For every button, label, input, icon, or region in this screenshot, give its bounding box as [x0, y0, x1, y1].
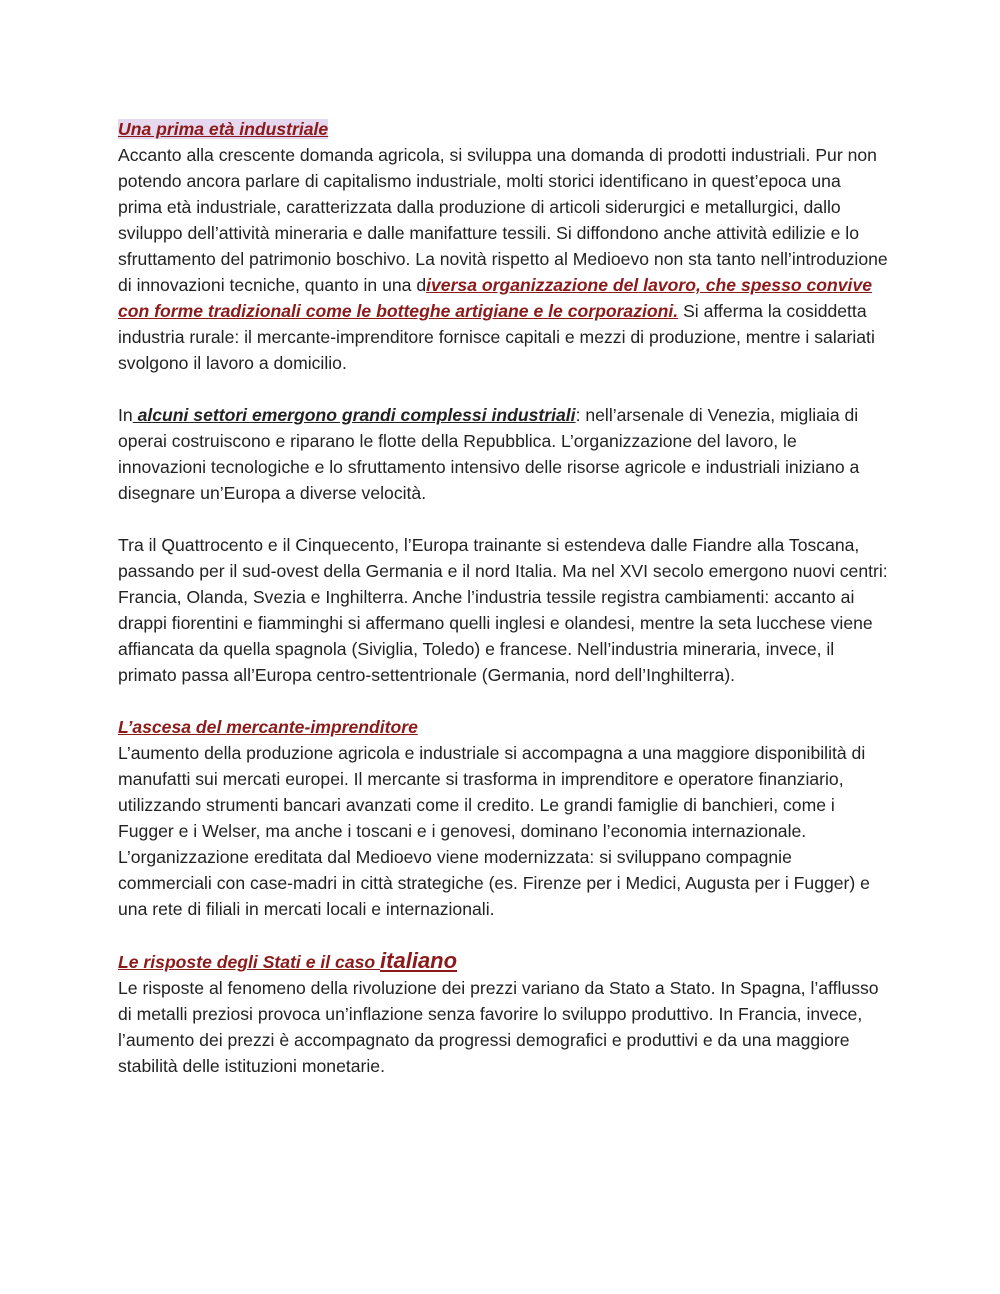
heading-text: Le risposte degli Stati e il caso — [118, 952, 381, 972]
section-heading-prima-eta-industriale — [118, 116, 888, 142]
paragraph-spacer — [118, 688, 888, 714]
paragraph-text: Si afferma la cosiddetta industria rurale: il mercante-imprenditore fornisce capitali e mezzi di produzione, mentre i salariati svolgono il lavoro a domicilio. — [118, 301, 875, 373]
paragraph-spacer — [118, 376, 888, 402]
paragraph-text: : nell’arsenale di Venezia, migliaia di operai costruiscono e riparano le flotte della Repubblica. L’organizzazione del lavoro, le innovazioni tecnologiche e lo sfruttamento intensivo delle risorse agricole e industriali iniziano a disegnare un’Europa a diverse velocità. — [118, 405, 860, 503]
emphasis-text: iversa organizzazione del lavoro, che spesso convive con forme tradizionali come le botteghe artigiane e le corporazioni. — [118, 275, 873, 321]
heading-text: L’ascesa del mercante-imprenditore — [118, 717, 418, 737]
paragraph-spacer — [118, 922, 888, 948]
document-page — [118, 116, 888, 1079]
section-heading-risposte-stati — [118, 948, 888, 975]
paragraph-mercante-imprenditore: L’aumento della produzione agricola e industriale si accompagna a una maggiore disponibilità di manufatti sui mercati europei. Il mercante si trasforma in imprenditore e operatore finanziario, utilizzando strumenti bancari avanzati come il credito. Le grandi famiglie di banchieri, come i Fugger e i Welser, ma anche i toscani e i genovesi, dominano l’economia internazionale. L’organizzazione ereditata dal Medioevo viene modernizzata: si sviluppano compagnie commerciali con case-madri in città strategiche (es. Firenze per i Medici, Augusta per i Fugger) e una rete di filiali in mercati locali e internazionali. — [118, 743, 870, 919]
paragraph-europa-trainante: Tra il Quattrocento e il Cinquecento, l’Europa trainante si estendeva dalle Fiandre alla Toscana, passando per il sud-ovest della Germania e il nord Italia. Ma nel XVI secolo emergono nuovi centri: Francia, Olanda, Svezia e Inghilterra. Anche l’industria tessile registra cambiamenti: accanto ai drappi fiorentini e fiamminghi si affermano quelli inglesi e olandesi, mentre la seta lucchese viene affiancata da quella spagnola (Siviglia, Toledo) e francese. Nell’industria mineraria, invece, il primato passa all’Europa centro-settentrionale (Germania, nord dell’Inghilterra). — [118, 535, 888, 685]
paragraph-risposte-stati: Le risposte al fenomeno della rivoluzione dei prezzi variano da Stato a Stato. In Spagna, l’afflusso di metalli preziosi provoca un’inflazione senza favorire lo sviluppo produttivo. In Francia, invece, l’aumento dei prezzi è accompagnato da progressi demografici e produttivi e da una maggiore stabilità delle istituzioni monetarie. — [118, 978, 879, 1076]
heading-text-large: italiano — [380, 948, 458, 973]
emphasis-text: alcuni settori emergono grandi complessi industriali — [132, 405, 576, 425]
paragraph-prima-eta-industriale — [118, 142, 888, 376]
heading-text: Una prima età industriale — [118, 119, 329, 139]
section-heading-mercante-imprenditore — [118, 714, 888, 740]
paragraph-text: Accanto alla crescente domanda agricola, si sviluppa una domanda di prodotti industriali. Pur non potendo ancora parlare di capitalismo industriale, molti storici identificano in quest’epoca una prima età industriale, caratterizzata dalla produzione di articoli siderurgici e metallurgici, dallo sviluppo dell’attività mineraria e dalle manifatture tessili. Si diffondono anche attività edilizie e lo sfruttamento del patrimonio boschivo. La novità rispetto al Medioevo non sta tanto nell’introduzione di innovazioni tecniche, quanto in una d — [118, 145, 888, 295]
paragraph-complessi-industriali — [118, 402, 888, 506]
paragraph-text: In — [118, 405, 133, 425]
paragraph-spacer — [118, 506, 888, 532]
